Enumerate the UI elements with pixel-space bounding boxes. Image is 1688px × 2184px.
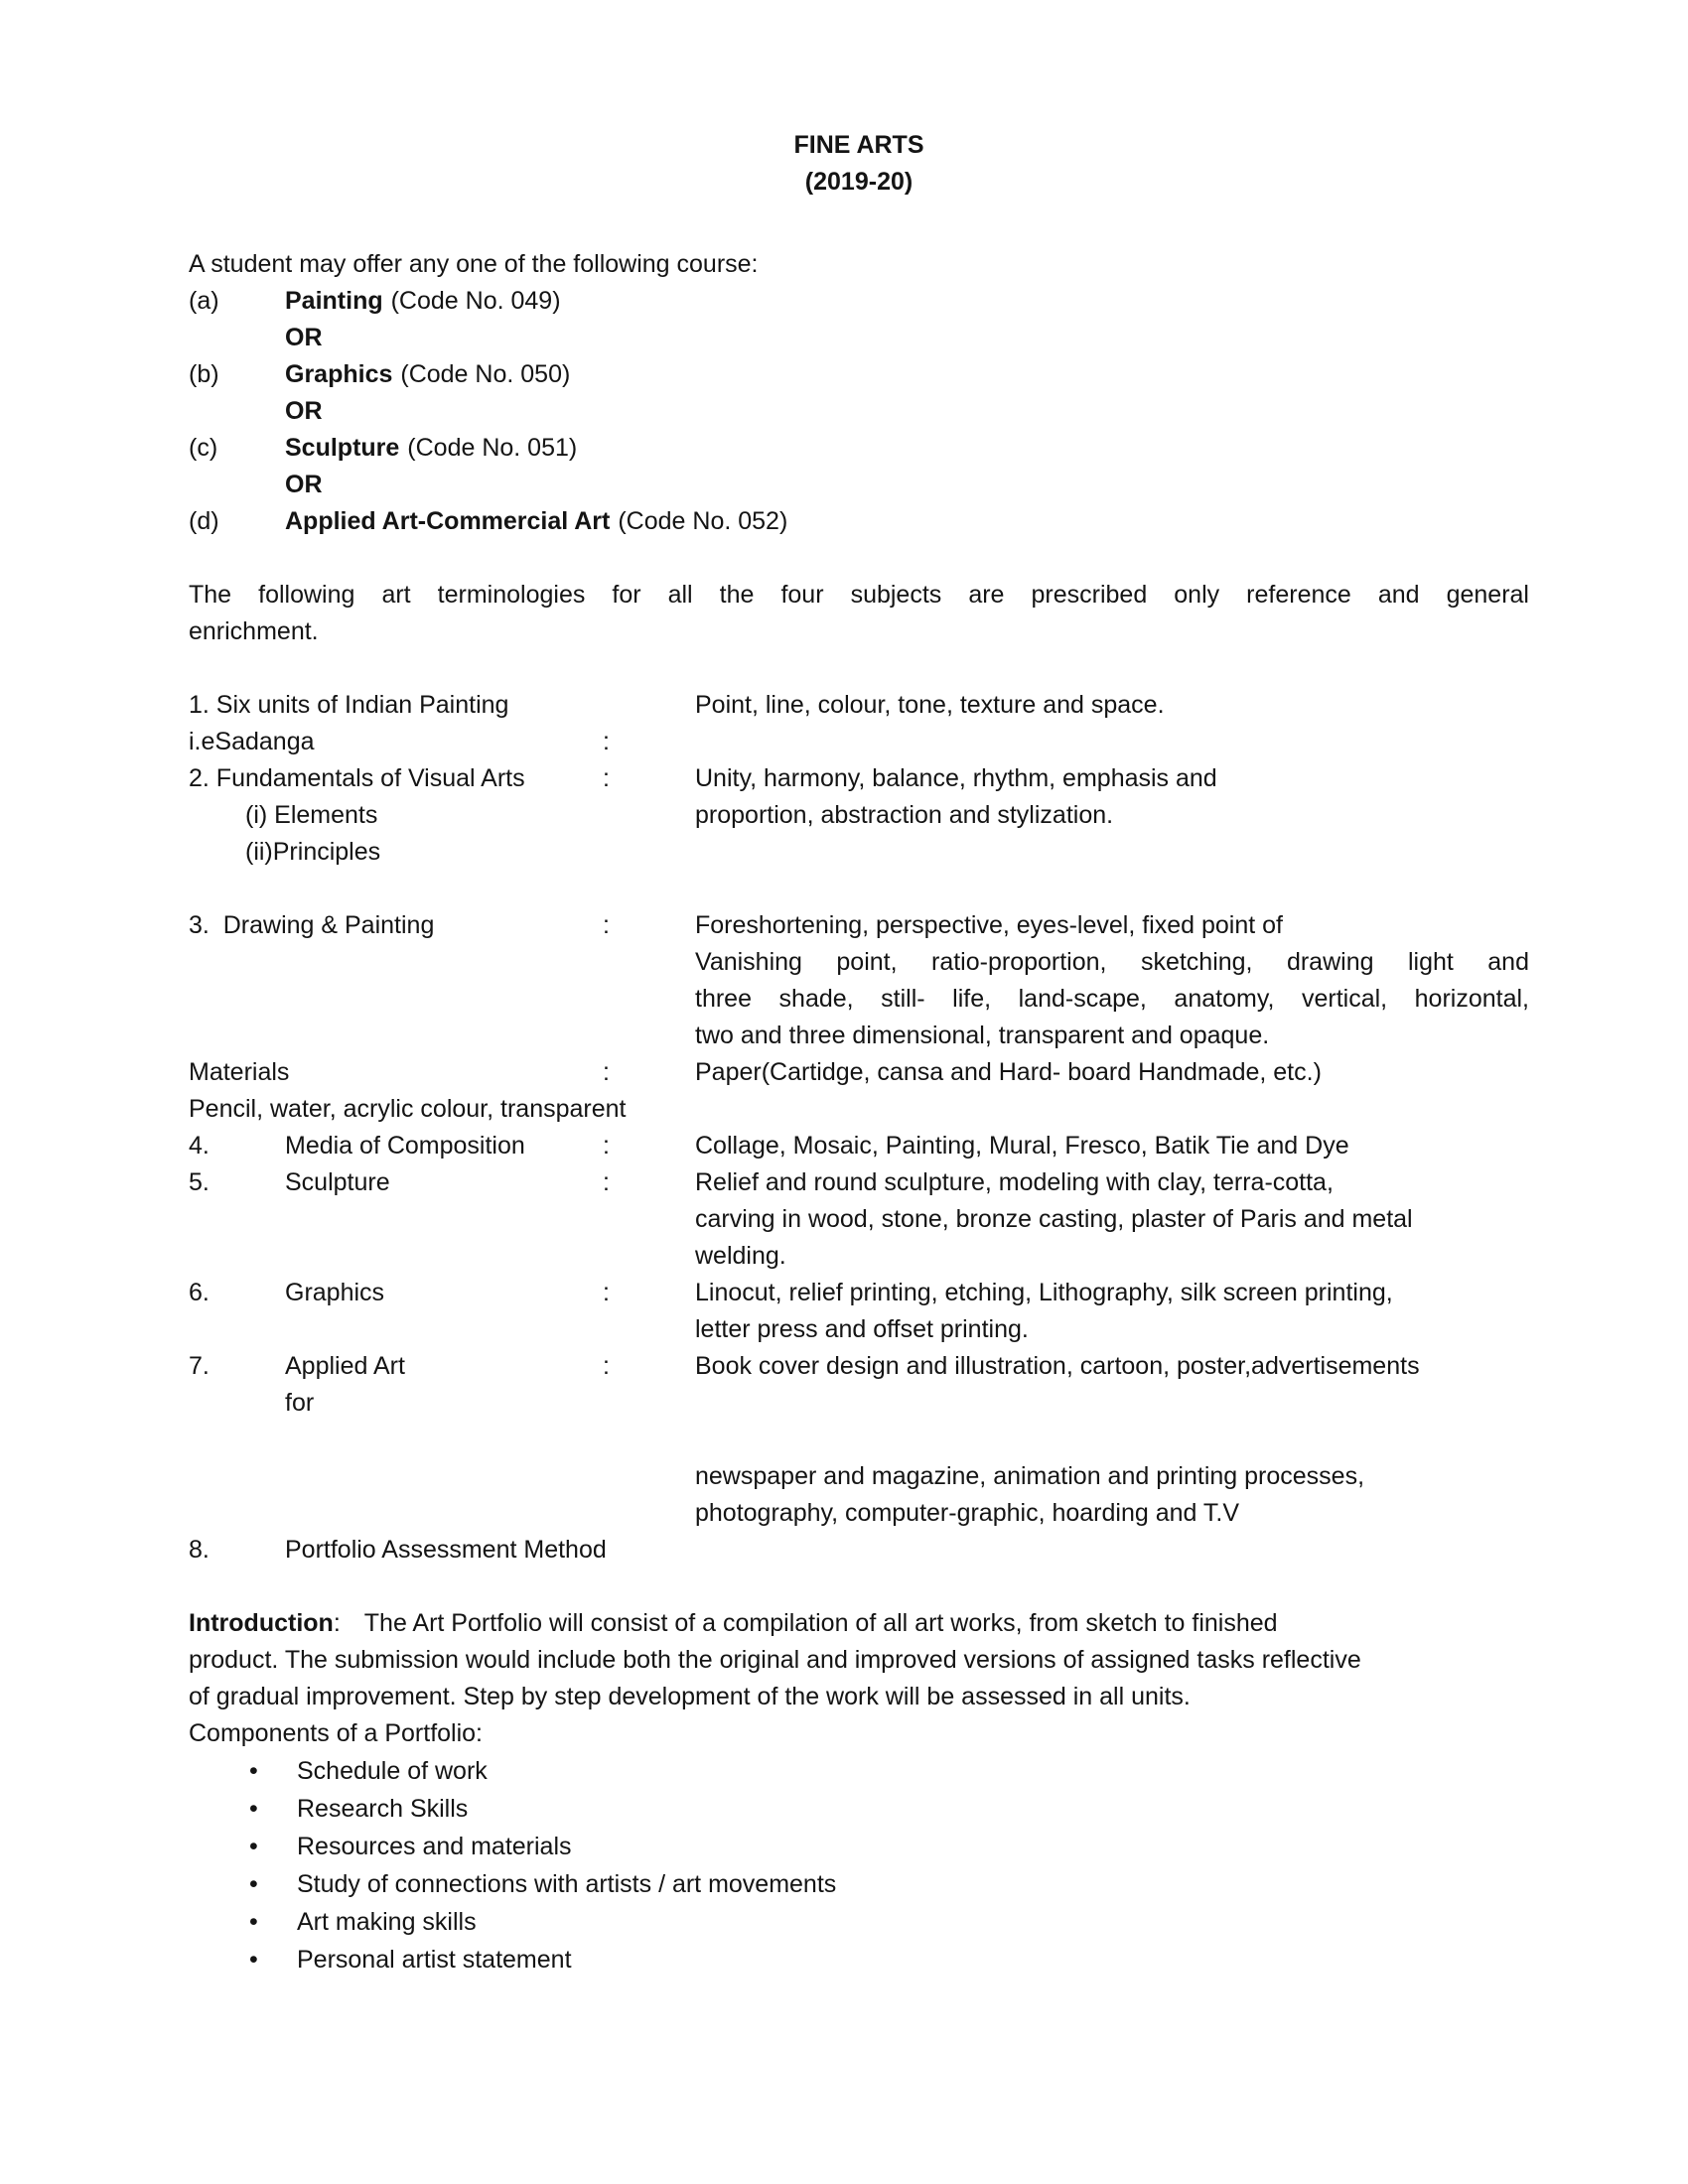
table-row bbox=[189, 1238, 1529, 1275]
term-label: 1. Six units of Indian Painting bbox=[189, 691, 509, 719]
term-number: 5. bbox=[189, 1168, 210, 1196]
introduction-heading: Introduction bbox=[189, 1609, 334, 1637]
course-name: Graphics bbox=[285, 360, 393, 388]
term-label bbox=[189, 1311, 603, 1348]
bullet-icon bbox=[249, 1790, 297, 1828]
term-colon bbox=[603, 797, 695, 834]
introduction-text: The Art Portfolio will consist of a compilation of all art works, from sketch to finished bbox=[363, 1609, 1278, 1637]
table-row bbox=[189, 981, 1529, 1018]
course-item-c bbox=[189, 430, 1529, 467]
or-separator: OR bbox=[285, 397, 323, 425]
note-line-2: enrichment. bbox=[189, 617, 319, 645]
table-row bbox=[189, 1018, 1529, 1054]
course-offer-section bbox=[189, 246, 1529, 540]
term-definition: letter press and offset printing. bbox=[695, 1315, 1029, 1343]
term-colon: : bbox=[603, 764, 610, 792]
term-colon bbox=[603, 1018, 695, 1054]
term-colon bbox=[603, 1532, 695, 1569]
course-text bbox=[285, 430, 577, 467]
table-row bbox=[189, 1164, 1529, 1201]
term-definition: Unity, harmony, balance, rhythm, emphasis and bbox=[695, 764, 1217, 792]
term-label bbox=[189, 1348, 603, 1385]
term-definition: carving in wood, stone, bronze casting, plaster of Paris and metal bbox=[695, 1205, 1413, 1233]
table-row bbox=[189, 1348, 1529, 1385]
table-row bbox=[189, 797, 1529, 834]
term-colon: : bbox=[603, 911, 610, 939]
course-code: (Code No. 052) bbox=[618, 507, 788, 535]
term-name: Media of Composition bbox=[285, 1132, 525, 1160]
table-row bbox=[189, 1201, 1529, 1238]
course-code: (Code No. 051) bbox=[407, 434, 578, 462]
term-colon bbox=[603, 687, 695, 724]
table-row bbox=[189, 1275, 1529, 1311]
term-colon bbox=[603, 981, 695, 1018]
course-code: (Code No. 049) bbox=[390, 287, 561, 315]
term-name: Graphics bbox=[285, 1279, 385, 1306]
term-definition bbox=[695, 1532, 1529, 1569]
term-definition bbox=[695, 1385, 1529, 1422]
term-colon: : bbox=[603, 728, 610, 755]
course-text bbox=[285, 283, 561, 320]
term-number: 8. bbox=[189, 1536, 210, 1564]
bullet-icon bbox=[249, 1865, 297, 1903]
term-colon bbox=[603, 834, 695, 871]
term-definition: Relief and round sculpture, modeling with clay, terra-cotta, bbox=[695, 1168, 1334, 1196]
term-label: i.eSadanga bbox=[189, 728, 315, 755]
term-colon: : bbox=[603, 1352, 610, 1380]
table-row bbox=[189, 1458, 1529, 1495]
table-row bbox=[189, 834, 1529, 871]
term-definition: Paper(Cartidge, cansa and Hard- board Handmade, etc.) bbox=[695, 1058, 1322, 1086]
course-name: Painting bbox=[285, 287, 383, 315]
table-row bbox=[189, 1054, 1529, 1091]
term-colon bbox=[603, 944, 695, 981]
term-definition: Collage, Mosaic, Painting, Mural, Fresco, Batik Tie and Dye bbox=[695, 1132, 1349, 1160]
list-item bbox=[189, 1828, 1529, 1865]
term-number: 4. bbox=[189, 1132, 210, 1160]
term-definition: Linocut, relief printing, etching, Lithography, silk screen printing, bbox=[695, 1279, 1393, 1306]
term-colon bbox=[603, 1495, 695, 1532]
portfolio-components-list bbox=[189, 1752, 1529, 1979]
course-letter: (c) bbox=[189, 434, 218, 462]
term-colon bbox=[603, 1238, 695, 1275]
table-row bbox=[189, 687, 1529, 724]
course-text bbox=[285, 503, 787, 540]
table-row bbox=[189, 1128, 1529, 1164]
list-item-text: Art making skills bbox=[297, 1908, 477, 1936]
offer-intro-line: A student may offer any one of the following course: bbox=[189, 250, 759, 278]
term-label bbox=[189, 944, 603, 981]
term-label: 3. Drawing & Painting bbox=[189, 911, 435, 939]
term-colon bbox=[603, 1201, 695, 1238]
table-row bbox=[189, 1495, 1529, 1532]
bullet-icon bbox=[249, 1752, 297, 1790]
list-item-text: Research Skills bbox=[297, 1795, 469, 1823]
course-item-a bbox=[189, 283, 1529, 320]
introduction-line-2: product. The submission would include both the original and improved versions of assigned tasks reflective bbox=[189, 1646, 1361, 1674]
term-colon: : bbox=[603, 1058, 610, 1086]
materials-continuation-line: Pencil, water, acrylic colour, transparent bbox=[189, 1095, 627, 1123]
bullet-icon bbox=[249, 1903, 297, 1941]
introduction-section bbox=[189, 1605, 1529, 1979]
term-definition: two and three dimensional, transparent and opaque. bbox=[695, 1022, 1270, 1049]
list-item-text: Personal artist statement bbox=[297, 1946, 572, 1974]
term-name: for bbox=[285, 1389, 315, 1417]
course-letter: (b) bbox=[189, 360, 219, 388]
page-title: FINE ARTS bbox=[793, 131, 924, 159]
term-colon: : bbox=[603, 1168, 610, 1196]
term-number: 7. bbox=[189, 1352, 210, 1380]
spacer-line bbox=[189, 871, 1529, 907]
or-separator: OR bbox=[285, 324, 323, 351]
term-definition: photography, computer-graphic, hoarding and T.V bbox=[695, 1499, 1240, 1527]
term-definition bbox=[695, 724, 1529, 760]
term-label bbox=[189, 1385, 603, 1422]
term-name: Sculpture bbox=[285, 1168, 390, 1196]
terminology-note bbox=[189, 577, 1529, 650]
term-label bbox=[189, 1238, 603, 1275]
table-row bbox=[189, 907, 1529, 944]
term-label bbox=[189, 1275, 603, 1311]
list-item-text: Schedule of work bbox=[297, 1757, 488, 1785]
term-label bbox=[189, 1458, 603, 1495]
term-label bbox=[189, 1532, 607, 1569]
or-separator: OR bbox=[285, 471, 323, 498]
course-item-b bbox=[189, 356, 1529, 393]
list-item bbox=[189, 1941, 1529, 1979]
title-block bbox=[189, 127, 1529, 201]
terminology-table bbox=[189, 687, 1529, 1569]
term-colon bbox=[603, 1458, 695, 1495]
course-name: Applied Art-Commercial Art bbox=[285, 507, 611, 535]
term-label bbox=[189, 1128, 603, 1164]
table-row bbox=[189, 1385, 1529, 1422]
components-heading: Components of a Portfolio: bbox=[189, 1719, 483, 1747]
term-definition: Foreshortening, perspective, eyes-level, fixed point of bbox=[695, 911, 1283, 939]
term-definition: Point, line, colour, tone, texture and space. bbox=[695, 691, 1165, 719]
term-definition: proportion, abstraction and stylization. bbox=[695, 801, 1114, 829]
term-name: Portfolio Assessment Method bbox=[285, 1536, 607, 1564]
term-definition: newspaper and magazine, animation and printing processes, bbox=[695, 1462, 1365, 1490]
table-row bbox=[189, 1532, 1529, 1569]
table-row bbox=[189, 760, 1529, 797]
term-definition: three shade, still- life, land-scape, anatomy, vertical, horizontal, bbox=[695, 985, 1529, 1013]
bullet-icon bbox=[249, 1941, 297, 1979]
note-line-1: The following art terminologies for all the four subjects are prescribed only reference and general bbox=[189, 581, 1529, 609]
term-colon: : bbox=[603, 1279, 610, 1306]
term-definition: welding. bbox=[695, 1242, 786, 1270]
term-label bbox=[189, 1495, 603, 1532]
term-definition: Book cover design and illustration, cartoon, poster,advertisements bbox=[695, 1352, 1420, 1380]
list-item-text: Study of connections with artists / art movements bbox=[297, 1870, 837, 1898]
list-item bbox=[189, 1865, 1529, 1903]
term-definition: Vanishing point, ratio-proportion, sketching, drawing light and bbox=[695, 948, 1529, 976]
table-row bbox=[189, 724, 1529, 760]
introduction-line-1 bbox=[189, 1605, 1529, 1642]
course-text bbox=[285, 356, 570, 393]
term-label bbox=[189, 1164, 603, 1201]
spacer-line bbox=[189, 1422, 1529, 1458]
term-colon bbox=[603, 1385, 695, 1422]
course-name: Sculpture bbox=[285, 434, 400, 462]
introduction-heading-colon: : bbox=[333, 1609, 341, 1637]
term-label: Materials bbox=[189, 1058, 290, 1086]
table-row bbox=[189, 1311, 1529, 1348]
list-item bbox=[189, 1790, 1529, 1828]
bullet-icon bbox=[249, 1828, 297, 1865]
term-label bbox=[189, 981, 603, 1018]
table-row bbox=[189, 944, 1529, 981]
course-item-d bbox=[189, 503, 1529, 540]
term-colon: : bbox=[603, 1132, 610, 1160]
list-item-text: Resources and materials bbox=[297, 1833, 572, 1860]
list-item bbox=[189, 1752, 1529, 1790]
term-label: 2. Fundamentals of Visual Arts bbox=[189, 764, 525, 792]
course-letter: (d) bbox=[189, 507, 219, 535]
term-label bbox=[189, 1201, 603, 1238]
introduction-line-3: of gradual improvement. Step by step development of the work will be assessed in all units. bbox=[189, 1683, 1191, 1710]
page-subtitle: (2019-20) bbox=[804, 168, 914, 196]
term-sublabel: (ii)Principles bbox=[245, 838, 381, 866]
term-number: 6. bbox=[189, 1279, 210, 1306]
term-label bbox=[189, 1018, 603, 1054]
course-code: (Code No. 050) bbox=[400, 360, 571, 388]
term-colon bbox=[603, 1311, 695, 1348]
course-letter: (a) bbox=[189, 287, 219, 315]
term-definition bbox=[695, 834, 1529, 871]
list-item bbox=[189, 1903, 1529, 1941]
term-name: Applied Art bbox=[285, 1352, 405, 1380]
term-sublabel: (i) Elements bbox=[245, 801, 378, 829]
